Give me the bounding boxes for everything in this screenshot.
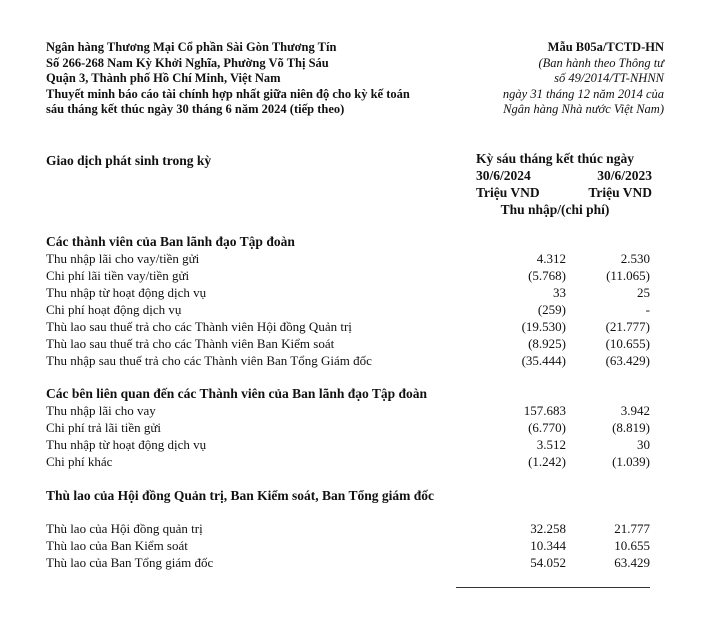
table-row	[46, 319, 650, 335]
value-2023: (63.429)	[605, 353, 650, 368]
form-note-line-4: Ngân hàng Nhà nước Việt Nam)	[503, 102, 664, 116]
row-label: Chi phí trả lãi tiền gửi	[46, 420, 162, 435]
value-2024: (19.530)	[521, 319, 566, 334]
report-title-line-2: sáu tháng kết thúc ngày 30 tháng 6 năm 2024 (tiếp theo)	[46, 102, 345, 116]
section-title-board-members: Các thành viên của Ban lãnh đạo Tập đoàn	[46, 234, 295, 249]
value-2023: 10.655	[614, 538, 650, 553]
table-title: Giao dịch phát sinh trong kỳ	[46, 153, 212, 168]
section-title-remuneration: Thù lao của Hội đồng Quản trị, Ban Kiểm soát, Ban Tổng giám đốc	[46, 488, 434, 503]
period-label: Kỳ sáu tháng kết thúc ngày	[476, 151, 634, 166]
bank-address-line-1: Số 266-268 Nam Kỳ Khởi Nghĩa, Phường Võ Thị Sáu	[46, 55, 329, 70]
form-note-line-2: số 49/2014/TT-NHNN	[554, 71, 664, 85]
value-2023: (10.655)	[605, 336, 650, 351]
value-2023: (21.777)	[605, 319, 650, 334]
value-2024: (6.770)	[528, 420, 566, 435]
row-label: Chi phí lãi tiền vay/tiền gửi	[46, 268, 190, 283]
row-label: Thù lao sau thuế trả cho các Thành viên Ban Kiểm soát	[46, 336, 335, 351]
column-header	[452, 150, 658, 218]
table-row	[46, 521, 650, 537]
row-label: Thu nhập từ hoạt động dịch vụ	[46, 285, 207, 300]
row-label: Thu nhập từ hoạt động dịch vụ	[46, 437, 207, 452]
table-row	[46, 251, 650, 267]
row-label: Thù lao của Ban Tổng giám đốc	[46, 555, 214, 570]
col-2024-date: 30/6/2024	[476, 168, 531, 183]
col-2024-unit: Triệu VND	[476, 185, 540, 200]
value-2023: -	[645, 302, 650, 317]
col-2023-unit: Triệu VND	[588, 185, 652, 200]
bank-address-line-2: Quận 3, Thành phố Hồ Chí Minh, Việt Nam	[46, 71, 281, 85]
value-2024: (1.242)	[528, 454, 566, 469]
value-2024: (259)	[537, 302, 566, 317]
table-row	[46, 336, 650, 352]
value-2023: 30	[637, 437, 650, 452]
value-2023: 2.530	[620, 251, 650, 266]
value-2024: 4.312	[536, 251, 566, 266]
table-row	[46, 437, 650, 453]
form-code: Mẫu B05a/TCTD-HN	[547, 40, 664, 54]
form-note-line-3: ngày 31 tháng 12 năm 2014 của	[502, 86, 664, 101]
section-title-related-parties: Các bên liên quan đến các Thành viên của Ban lãnh đạo Tập đoàn	[46, 386, 427, 401]
row-label: Thu nhập sau thuế trả cho các Thành viên Ban Tổng Giám đốc	[46, 353, 372, 368]
footer-rule	[456, 587, 650, 588]
report-title-line-1: Thuyết minh báo cáo tài chính hợp nhất giữa niên độ cho kỳ kế toán	[46, 86, 410, 101]
value-2023: 25	[637, 285, 650, 300]
row-label: Thù lao của Ban Kiểm soát	[46, 538, 188, 553]
value-2024: (8.925)	[528, 336, 566, 351]
form-reference	[503, 40, 664, 118]
value-2024: 10.344	[530, 538, 566, 553]
table-row	[46, 454, 650, 470]
table-row	[46, 353, 650, 369]
form-note-line-1: (Ban hành theo Thông tư	[538, 55, 664, 70]
table-row	[46, 268, 650, 284]
table-row	[46, 538, 650, 554]
bank-name: Ngân hàng Thương Mại Cổ phần Sài Gòn Thương Tín	[46, 40, 337, 54]
col-2023-date: 30/6/2023	[597, 168, 652, 183]
value-2024: 3.512	[536, 437, 566, 452]
value-2024: 33	[553, 285, 566, 300]
row-label: Chi phí hoạt động dịch vụ	[46, 302, 182, 317]
row-label: Thù lao của Hội đồng quản trị	[46, 521, 203, 536]
value-2024: (35.444)	[521, 353, 566, 368]
value-2023: (11.065)	[606, 268, 650, 283]
row-label: Chi phí khác	[46, 454, 113, 469]
value-2023: (1.039)	[612, 454, 650, 469]
value-2023: 3.942	[620, 403, 650, 418]
row-label: Thu nhập lãi cho vay	[46, 403, 156, 418]
value-2024: 32.258	[530, 521, 566, 536]
row-label: Thù lao sau thuế trả cho các Thành viên Hội đồng Quản trị	[46, 319, 352, 334]
value-2024: 157.683	[523, 403, 566, 418]
sign-note: Thu nhập/(chi phí)	[500, 202, 610, 217]
table-row	[46, 302, 650, 318]
table-row	[46, 285, 650, 301]
value-2023: (8.819)	[612, 420, 650, 435]
value-2023: 63.429	[614, 555, 650, 570]
value-2023: 21.777	[614, 521, 650, 536]
value-2024: 54.052	[530, 555, 566, 570]
value-2024: (5.768)	[528, 268, 566, 283]
table-row	[46, 403, 650, 419]
table-row	[46, 420, 650, 436]
row-label: Thu nhập lãi cho vay/tiền gửi	[46, 251, 200, 266]
table-row	[46, 555, 650, 571]
bank-header	[46, 40, 410, 118]
